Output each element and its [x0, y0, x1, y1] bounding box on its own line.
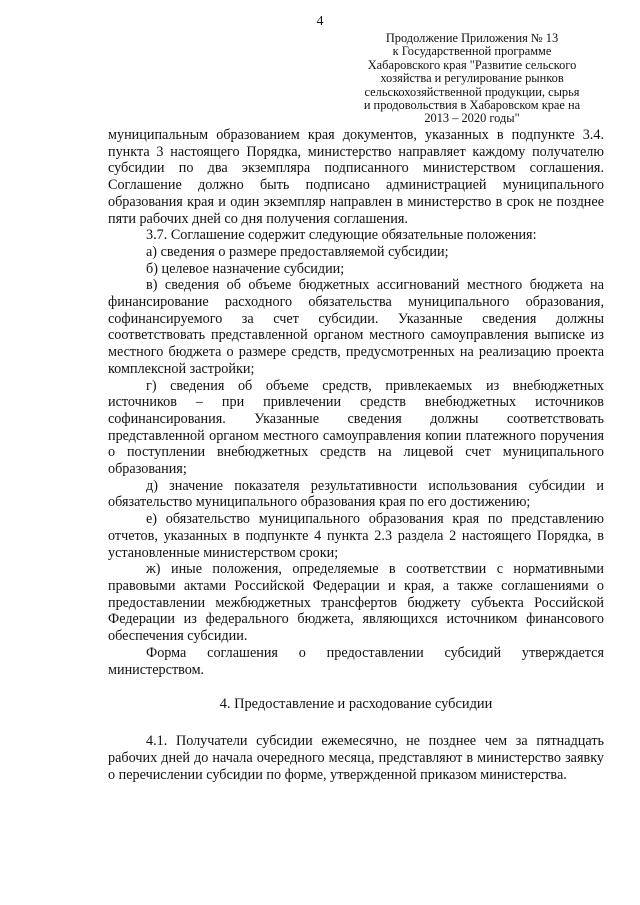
list-item-v: в) сведения об объеме бюджетных ассигнований местного бюджета на финансирование расходного обязательства муниципального образования, софинансируемого за счет субсидии. Указанные сведения должны соответствовать представленной органом местного самоуправления выписке из местного бюджета о размере средств, предусмотренных на реализацию проекта комплексной застройки; [108, 277, 604, 377]
section-heading: 4. Предоставление и расходование субсидии [219, 696, 493, 713]
list-item-e: е) обязательство муниципального образования края по представлению отчетов, указанных в подпункте 4 пункта 2.3 раздела 2 настоящего Порядка, в установленные министерством сроки; [108, 511, 604, 561]
appendix-header-line: сельскохозяйственной продукции, сырья [364, 84, 580, 99]
agreement-form-paragraph: Форма соглашения о предоставлении субсидий утверждается министерством. [108, 644, 604, 678]
appendix-header-line: Продолжение Приложения № 13 [385, 31, 559, 45]
appendix-header-line: хозяйства и регулирование рынков [380, 71, 564, 86]
paragraph-continuation: муниципальным образованием края документов, указанных в подпункте 3.4. пункта 3 настоящего Порядка, министерство направляет каждому получателю субсидии по два экземпляра подписанного министерством соглашения. Соглашение должно быть подписано администрацией муниципального образования края и один экземпляр направлен в министерство в срок не позднее пяти рабочих дней со дня получения соглашения. [108, 127, 604, 227]
list-item-b: б) целевое назначение субсидии; [146, 260, 345, 277]
appendix-header-line: 2013 – 2020 годы" [424, 111, 520, 126]
appendix-header-line: к Государственной программе [392, 44, 552, 59]
appendix-header [348, 32, 596, 126]
appendix-header-line: Хабаровского края "Развитие сельского [367, 57, 577, 72]
list-item-zh: ж) иные положения, определяемые в соответствии с нормативными правовыми актами Российской Федерации и края, а также соглашениями о предоставлении межбюджетных трансфертов бюджету субъекта Российской Федерации из федерального бюджета, являющихся источником финансового обеспечения субсидии. [108, 561, 604, 645]
appendix-header-line: и продовольствия в Хабаровском крае на [363, 98, 581, 113]
document-body [108, 127, 604, 783]
paragraph-3-7: 3.7. Соглашение содержит следующие обязательные положения: [146, 227, 537, 244]
paragraph-4-1: 4.1. Получатели субсидии ежемесячно, не позднее чем за пятнадцать рабочих дней до начала очередного месяца, представляют в министерство заявку о перечислении субсидии по форме, утвержденной приказом министерства. [108, 733, 604, 783]
page-number: 4 [316, 14, 324, 29]
list-item-a: а) сведения о размере предоставляемой субсидии; [146, 243, 449, 260]
list-item-g: г) сведения об объеме средств, привлекаемых из внебюджетных источников – при привлечении средств внебюджетных источников софинансирования. Указанные сведения должны соответствовать представленной органом местного самоуправления копии платежного поручения о поступлении внебюджетных средств на лицевой счет муниципального образования; [108, 377, 604, 478]
list-item-d: д) значение показателя результативности использования субсидии и обязательство муниципального образования края по его достижению; [108, 477, 604, 511]
